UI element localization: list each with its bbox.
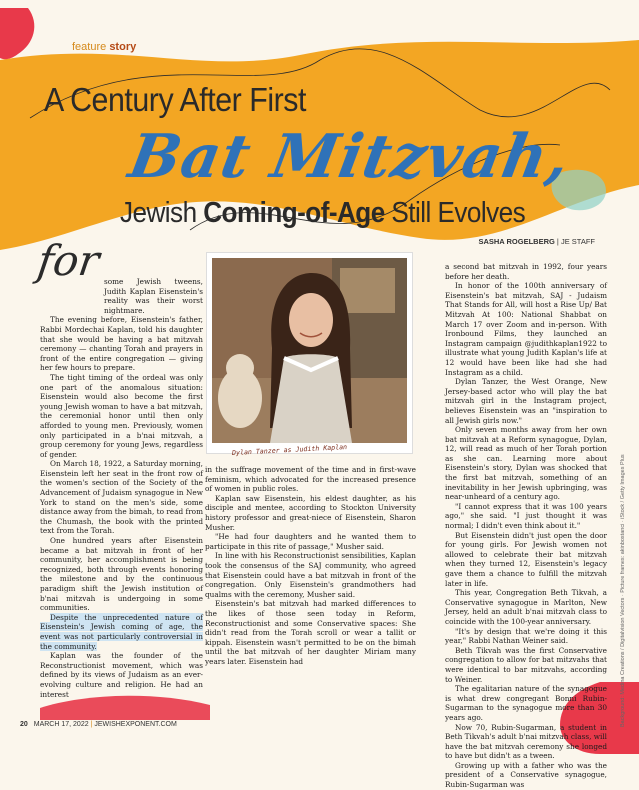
site-url: JEWISHEXPONENT.COM (94, 721, 177, 728)
paragraph: a second bat mitzvah in 1992, four years before her death. (445, 262, 607, 281)
headline-script: Bat Mitzvah, (123, 122, 576, 192)
paragraph: This year, Congregation Beth Tikvah, a Conservative synagogue in Marlton, New Jersey, held an adult b'nai mitzvah class to coincide with the 100-year anniversary. (445, 588, 607, 626)
issue-date: MARCH 17, 2022 (33, 721, 89, 728)
photo-frame (207, 253, 412, 453)
section-kicker: feature story (72, 41, 137, 53)
page-number: 20 (20, 721, 28, 728)
headline-line-1: A Century After First (44, 81, 306, 118)
paragraph-highlighted: Despite the unprecedented nature of Eisenstein's Jewish coming of age, the event was not particularly controversial in the community. (40, 612, 203, 651)
byline: SASHA ROGELBERG | JE STAFF (478, 237, 595, 246)
paragraph: One hundred years after Eisenstein became a bat mitzvah in front of her community, her accomplishment is being recognized, both through events honoring the milestone and by the continuous paradigm shift the Jewish institution of b'nai mitzvah is undergoing in some communities. (40, 536, 203, 613)
paragraph: In honor of the 100th anniversary of Eisenstein's bat mitzvah, SAJ - Judaism That Stands for All, will host a Rise Up/ Bat Mitzvah At 100: National Shabbat on March 17 over Zoom and in-person. With Ironbound Films, they launched an Instagram campaign @judithkaplan1922 to illustrate what young Judith Kaplan's life at 12 would have been like had she had Instagram as a child. (445, 281, 607, 377)
lead-paragraph: some Jewish tweens, Judith Kaplan Eisenstein's reality was their worst nightmare. (104, 277, 203, 315)
paragraph: Kaplan was the founder of the Reconstructionist movement, which was defined by its views of Judaism as an ever-evolving culture and religion. He had an interest (40, 651, 203, 699)
paragraph: The egalitarian nature of the synagogue is what drew congregant Bonni Rubin-Sugarman to the synagogue more than 30 years ago. (445, 684, 607, 722)
paragraph: On March 18, 1922, a Saturday morning, Eisenstein left her seat in the front row of the women's section of the Society of the Advancement of Judaism synagogue in New York to stand on the men's side, some distance away from the bimah, to read from the Chumash, the book with the printed text from the Torah. (40, 459, 203, 536)
paragraph: Dylan Tanzer, the West Orange, New Jersey-based actor who will play the bat mitzvah girl in the Instagram project, believes Eisenstein was an "inspiration to all Jewish girls now." (445, 377, 607, 425)
paragraph: But Eisenstein didn't just open the door for young girls. For Jewish women not allowed to celebrate their bat mitzvah when they turned 12, Eisenstein's legacy gave them a chance to fulfill the mitzvah later in life. (445, 530, 607, 588)
dropcap-word: for (34, 236, 103, 285)
red-splash-left (40, 696, 210, 720)
article-column-2 (205, 465, 416, 666)
paragraph: in the suffrage movement of the time and in first-wave feminism, which advocated for the increased presence of women in public roles. (205, 465, 416, 494)
photo-dylan-tanzer (212, 258, 407, 443)
image-credit: Background: Medina Creations / Digitalvision Vectors · Picture frames: akinbostanci · iStock / Getty Images Plus (620, 454, 626, 727)
article-column-3 (445, 262, 607, 790)
paragraph: Growing up with a father who was the president of a Conservative synagogue, Rubin-Sugarman was (445, 760, 607, 790)
paragraph: The evening before, Eisenstein's father, Rabbi Mordechai Kaplan, told his daughter that she would be having a bat mitzvah ceremony — chanting Torah and prayers in front of the entire congregation — giving her few hours to prepare. (40, 315, 203, 373)
paragraph: Beth Tikvah was the first Conservative congregation to allow for bat mitzvahs that were identical to bar mitzvahs, according to Weiner. (445, 645, 607, 684)
photo-caption: Dylan Tanzer as Judith Kaplan (231, 442, 348, 458)
paragraph: "I cannot express that it was 100 years ago," she said. "I just thought it was normal; I didn't even think about it." (445, 501, 607, 531)
paragraph: "He had four daughters and he wanted them to participate in this rite of passage," Musher said. (205, 532, 416, 551)
article-column-1 (40, 277, 203, 699)
paragraph: "It's by design that we're doing it this year," Rabbi Nathan Weiner said. (445, 626, 607, 646)
paragraph: The tight timing of the ordeal was only one part of the anomalous situation: Eisenstein would also become the first young Jewish woman to have a bat mitzvah, the ceremonial honor until then only afforded to young men. Previously, women only participated in a b'nai mitzvah, a group ceremony for young Jews, regardless of gender. (40, 372, 203, 459)
page-footer: 20 MARCH 17, 2022 | JEWISHEXPONENT.COM (20, 721, 177, 728)
paragraph: Only seven months away from her own bat mitzvah at a Reform synagogue, Dylan, 12, will read as much of her Torah portion as she can. Learning more about Eisenstein's story, Dylan was shocked that the first bat mitzvah, something of an inevitability in her Jewish upbringing, was near-unheard of a century ago. (445, 425, 607, 502)
paragraph: Eisenstein's bat mitzvah had marked differences to the likes of those seen today in Reform, Reconstructionist and some Conservative spaces: She didn't read from the Torah scroll or wear a tallit or kippah. Eisenstein wasn't permitted to be on the bimah until the bat mitzvah of her daughter Miriam many years later. Eisenstein had (205, 599, 416, 666)
headline-line-3: Jewish Coming-of-Age Still Evolves (120, 197, 526, 229)
paragraph: Now 70, Rubin-Sugarman, a student in Beth Tikvah's adult b'nai mitzvah class, will have the bat mitzvah ceremony she longed to have but didn't as a tween. (445, 722, 607, 761)
paragraph: Kaplan saw Eisenstein, his eldest daughter, as his disciple and mentee, according to Stockton University history professor and great-niece of Eisenstein, Sharon Musher. (205, 493, 416, 532)
paragraph: In line with his Reconstructionist sensibilities, Kaplan took the consensus of the SAJ community, who agreed that Eisenstein could have a bat mitzvah in front of the congregation. Only Eisenstein's grandmothers had qualms with the ceremony, Musher said. (205, 551, 416, 599)
